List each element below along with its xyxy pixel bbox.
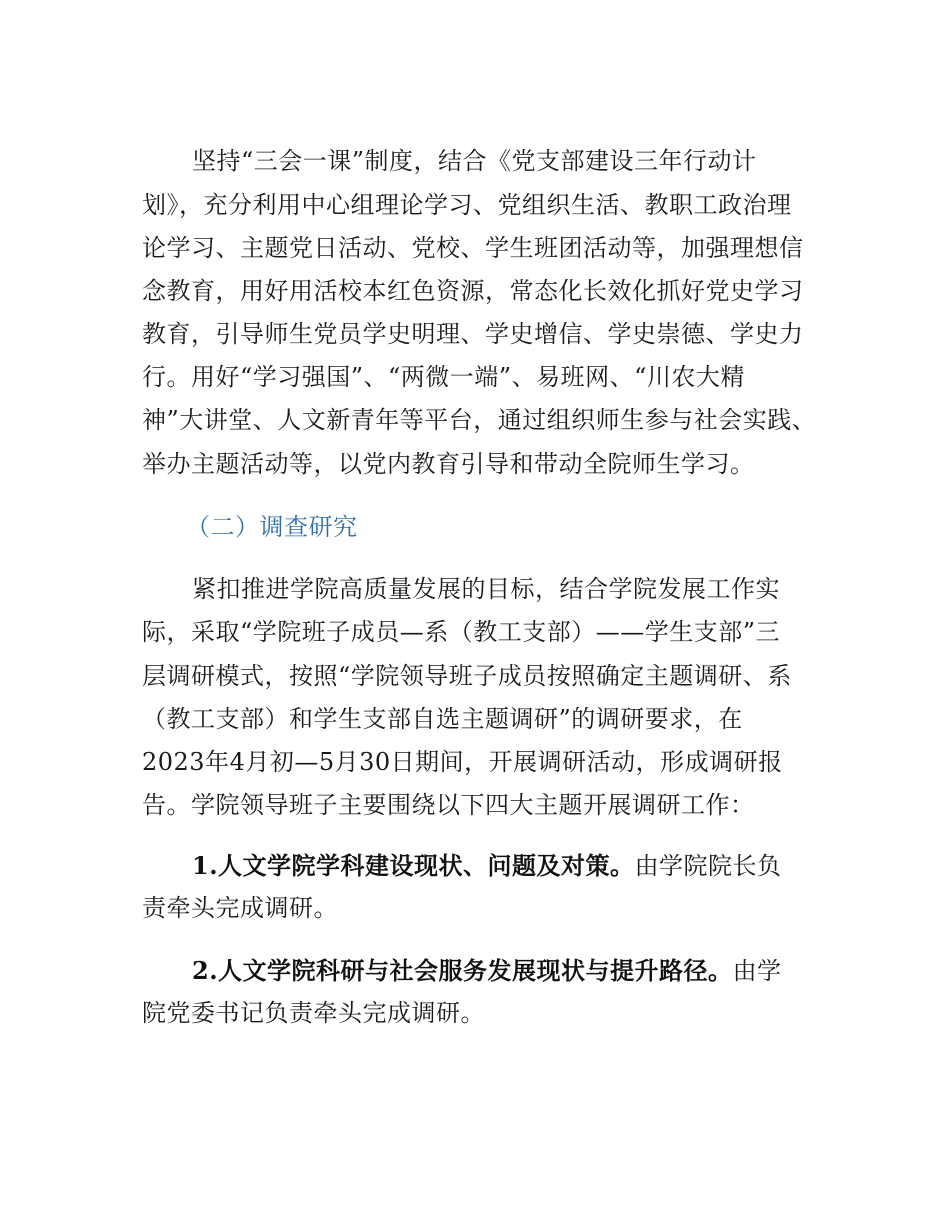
item-2-title: 2.人文学院科研与社会服务发展现状与提升路径。 bbox=[192, 956, 733, 985]
item-2-rest: 由学 bbox=[732, 957, 782, 985]
paragraph-1-line-6: 行。用好“学习强国”、“两微一端”、易班网、“川农大精 bbox=[142, 363, 745, 391]
item-2-line-2: 院党委书记负责牵头完成调研。 bbox=[142, 999, 485, 1027]
paragraph-1-line-2: 划》，充分利用中心组理论学习、党组织生活、教职工政治理 bbox=[142, 191, 792, 219]
paragraph-2-line-1: 紧扣推进学院高质量发展的目标，结合学院发展工作实 bbox=[192, 575, 780, 603]
item-1-title: 1.人文学院学科建设现状、问题及对策。 bbox=[192, 851, 635, 880]
paragraph-1-line-7: 神”大讲堂、人文新青年等平台，通过组织师生参与社会实践、 bbox=[142, 406, 817, 434]
paragraph-1-line-1: 坚持“三会一课”制度，结合《党支部建设三年行动计 bbox=[192, 147, 757, 175]
paragraph-2-line-5: 2023年4月初—5月30日期间，开展调研活动，形成调研报 bbox=[142, 748, 783, 776]
paragraph-1-line-5: 教育，引导师生党员学史明理、学史增信、学史崇德、学史力 bbox=[142, 320, 804, 348]
section-heading: （二）调查研究 bbox=[186, 513, 358, 541]
paragraph-2-line-2: 际，采取“学院班子成员—系（教工支部）——学生支部”三 bbox=[142, 618, 781, 646]
paragraph-1-line-8: 举办主题活动等，以党内教育引导和带动全院师生学习。 bbox=[142, 450, 755, 478]
item-1-line-2: 责牵头完成调研。 bbox=[142, 894, 338, 922]
paragraph-1-line-3: 论学习、主题党日活动、党校、学生班团活动等，加强理想信 bbox=[142, 234, 804, 262]
item-1-rest: 由学院院长负 bbox=[634, 852, 782, 880]
item-1-line-1 bbox=[192, 851, 782, 881]
paragraph-2-line-4: （教工支部）和学生支部自选主题调研”的调研要求，在 bbox=[142, 705, 743, 733]
item-2-line-1 bbox=[192, 956, 782, 986]
paragraph-2-line-3: 层调研模式，按照“学院领导班子成员按照确定主题调研、系 bbox=[142, 662, 792, 690]
paragraph-1-line-4: 念教育，用好用活校本红色资源，常态化长效化抓好党史学习 bbox=[142, 277, 804, 305]
paragraph-2-line-6: 告。学院领导班子主要围绕以下四大主题开展调研工作： bbox=[142, 791, 755, 819]
